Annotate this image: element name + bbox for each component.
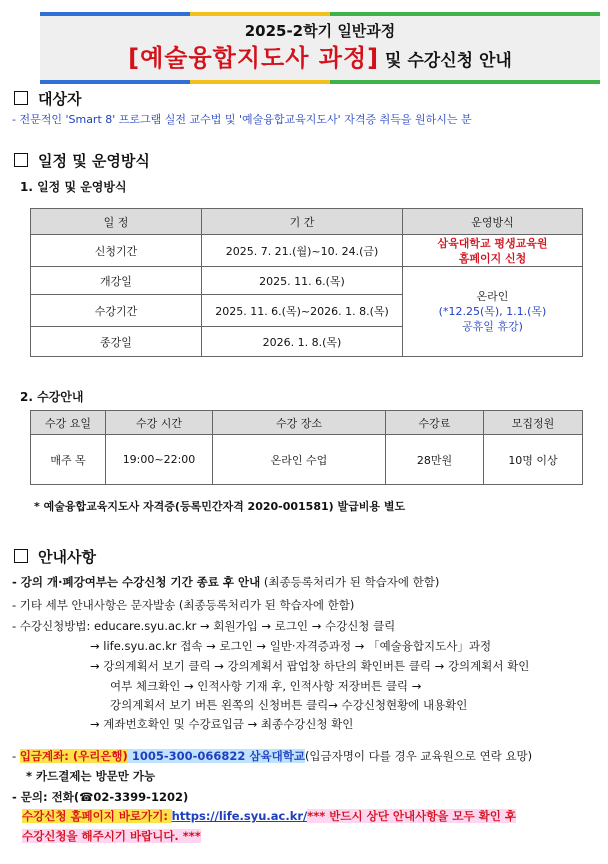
table-header-cell: 수강 시간 [106,411,213,435]
table-cell: 2025. 11. 6.(목)~2026. 1. 8.(목) [202,295,403,327]
subheading-course: 2. 수강안내 [20,390,84,404]
table-header-cell: 수강 장소 [213,411,386,435]
page-subtitle: 2025-2학기 일반과정 [244,22,396,40]
table-cell: 2025. 7. 21.(월)~10. 24.(금) [202,235,403,267]
homepage-warning-line: 수강신청을 해주시기 바랍니다. *** [22,829,201,843]
homepage-warning: *** 반드시 상단 안내사항을 모두 확인 후 [307,809,516,823]
table-header-cell: 일 정 [31,209,202,235]
banner-stripe [40,12,190,16]
section-heading-schedule: 일정 및 운영방식 [14,150,150,171]
section-heading-target: 대상자 [14,88,81,109]
schedule-table [30,208,583,357]
table-header-cell: 운영방식 [403,209,583,235]
banner-stripe [330,12,600,16]
checkbox-square-icon [14,91,28,105]
table-header-cell: 수강료 [386,411,484,435]
banner-stripe [190,12,330,16]
checkbox-square-icon [14,549,28,563]
account-label: 입금계좌: (우리은행) [19,749,128,763]
account-line: - 입금계좌: (우리은행) 1005-300-066822 삼육대학교(입금자명이 다를 경우 교육원으로 연락 요망) [12,749,533,763]
subheading-schedule: 1. 일정 및 운영방식 [20,180,127,194]
table-cell: 28만원 [386,435,484,485]
table-row [31,235,583,267]
table-header-cell: 기 간 [202,209,403,235]
table-cell: 2025. 11. 6.(목) [202,267,403,295]
table-cell: 온라인 수업 [213,435,386,485]
table-header-row [31,209,583,235]
notice-line: → life.syu.ac.kr 접속 → 로그인 → 일반·자격증과정 → 「예술융합지도사」과정 [90,639,492,653]
notice-line: → 강의계획서 보기 클릭 → 강의계획서 팝업창 하단의 확인버튼 클릭 → 강의계획서 확인 [90,659,530,673]
contact-line: - 문의: 전화(☎02-3399-1202) [12,790,189,804]
table-row [31,435,583,485]
notice-line: - 수강신청방법: educare.syu.ac.kr → 회원가입 → 로그인 → 수강신청 클릭 [12,619,396,633]
notice-line: → 계좌번호확인 및 수강료입금 → 최종수강신청 확인 [90,717,354,731]
banner-stripe [40,80,190,84]
table-cell: 종강일 [31,327,202,357]
homepage-link[interactable]: https://life.syu.ac.kr/ [171,809,308,823]
account-note: (입금자명이 다를 경우 교육원으로 연락 요망) [304,749,533,763]
notice-line: 여부 체크확인 → 인적사항 기재 후, 인적사항 저장버튼 클릭 → [110,679,422,693]
table-cell: 수강기간 [31,295,202,327]
table-cell: 개강일 [31,267,202,295]
banner-stripe [190,80,330,84]
table-cell: 19:00~22:00 [106,435,213,485]
checkbox-square-icon [14,153,28,167]
table-cell: 10명 이상 [484,435,583,485]
section-heading-notice: 안내사항 [14,546,96,567]
card-payment-note: * 카드결제는 방문만 가능 [26,769,156,783]
apply-method-cell: 삼육대학교 평생교육원 홈페이지 신청 [403,235,583,267]
course-table [30,410,583,485]
account-number: 1005-300-066822 삼육대학교 [127,749,305,763]
target-description: - 전문적인 'Smart 8' 프로그램 실전 교수법 및 '예술융합교육지도사' 자격증 취득을 원하시는 분 [12,113,472,126]
notice-line: 강의계획서 보기 버튼 왼쪽의 신청버튼 클릭→ 수강신청현황에 내용확인 [110,698,468,712]
title-suffix: 및 수강신청 안내 [379,51,512,71]
table-header-cell: 수강 요일 [31,411,106,435]
homepage-line [22,808,516,824]
certificate-note: * 예술융합교육지도사 자격증(등록민간자격 2020-001581) 발급비용 별도 [34,500,406,513]
notice-line: - 기타 세부 안내사항은 문자발송 (최종등록처리가 된 학습자에 한함) [12,598,355,612]
homepage-label: 수강신청 홈페이지 바로가기: [22,809,168,823]
table-cell: 2026. 1. 8.(목) [202,327,403,357]
page-title [40,38,600,73]
table-row [31,267,583,295]
table-header-cell: 모집정원 [484,411,583,435]
table-header-row [31,411,583,435]
online-method-cell: 온라인 (*12.25(목), 1.1.(목) 공휴일 휴강) [403,267,583,357]
table-cell: 매주 목 [31,435,106,485]
notice-line: - 강의 개·폐강여부는 수강신청 기간 종료 후 안내 (최종등록처리가 된 학습자에 한함) [12,575,440,589]
banner-stripe [330,80,600,84]
title-course-name: [예술융합지도사 과정] [128,44,380,72]
table-cell: 신청기간 [31,235,202,267]
